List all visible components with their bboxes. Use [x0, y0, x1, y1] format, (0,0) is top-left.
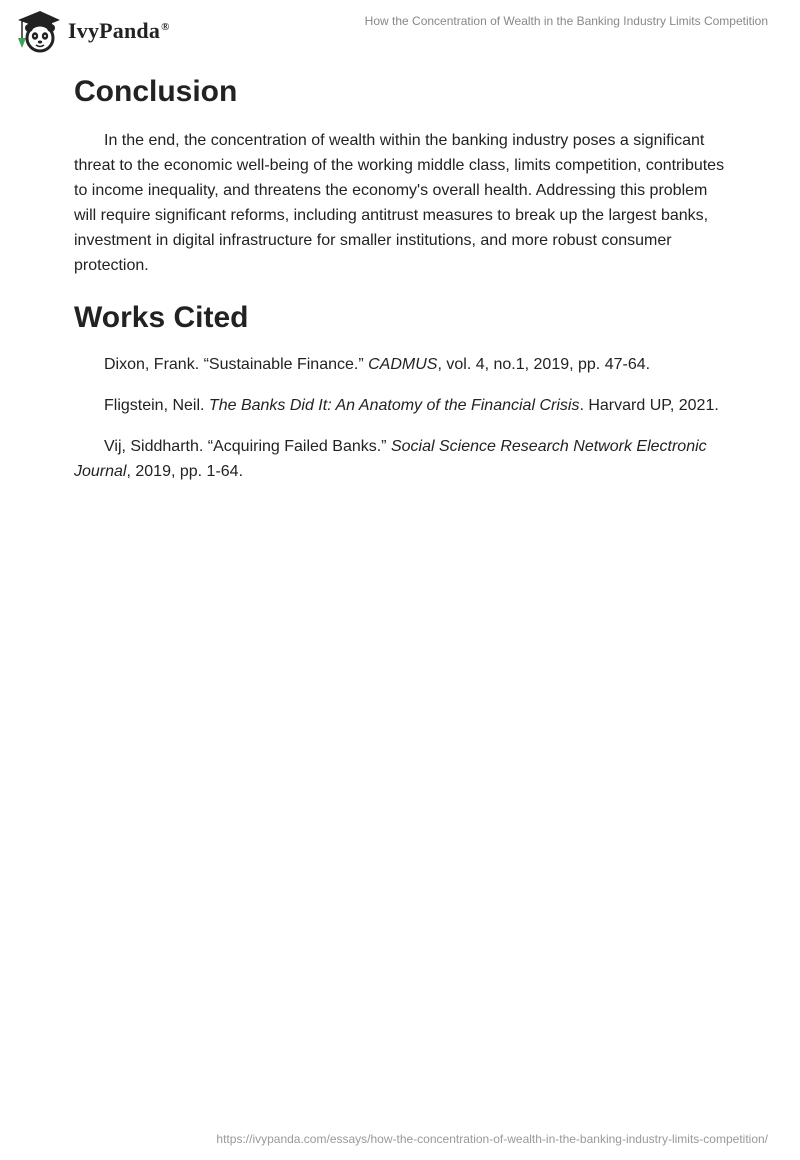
conclusion-paragraph: In the end, the concentration of wealth within the banking industry poses a significant threat to the economic well-being of the working middle class, limits competition, contributes to income inequality, and threatens the economy's overall health. Addressing this problem will require significant reforms, including antitrust measures to break up the largest banks, investment in digital infrastructure for smaller institutions, and more robust consumer protection.	[74, 132, 725, 274]
reference-item: Fligstein, Neil. The Banks Did It: An Anatomy of the Financial Crisis. Harvard UP, 2021.	[104, 397, 719, 414]
document-body	[74, 70, 730, 500]
conclusion-heading: Conclusion	[74, 75, 238, 108]
page-header	[0, 0, 800, 60]
references-list	[74, 352, 730, 484]
works-cited-heading: Works Cited	[74, 301, 249, 334]
reference-item: Vij, Siddharth. “Acquiring Failed Banks.” Social Science Research Network Electronic Journal, 2019, pp. 1-64.	[74, 438, 707, 480]
ivypanda-logo[interactable]	[14, 8, 170, 54]
panda-graduate-icon	[14, 8, 62, 54]
brand-name: IvyPanda®	[68, 18, 170, 43]
source-url-link[interactable]: https://ivypanda.com/essays/how-the-concentration-of-wealth-in-the-banking-industry-limits-competition/	[216, 1132, 768, 1146]
reference-item: Dixon, Frank. “Sustainable Finance.” CADMUS, vol. 4, no.1, 2019, pp. 47-64.	[104, 356, 651, 373]
running-title: How the Concentration of Wealth in the Banking Industry Limits Competition	[364, 14, 768, 28]
